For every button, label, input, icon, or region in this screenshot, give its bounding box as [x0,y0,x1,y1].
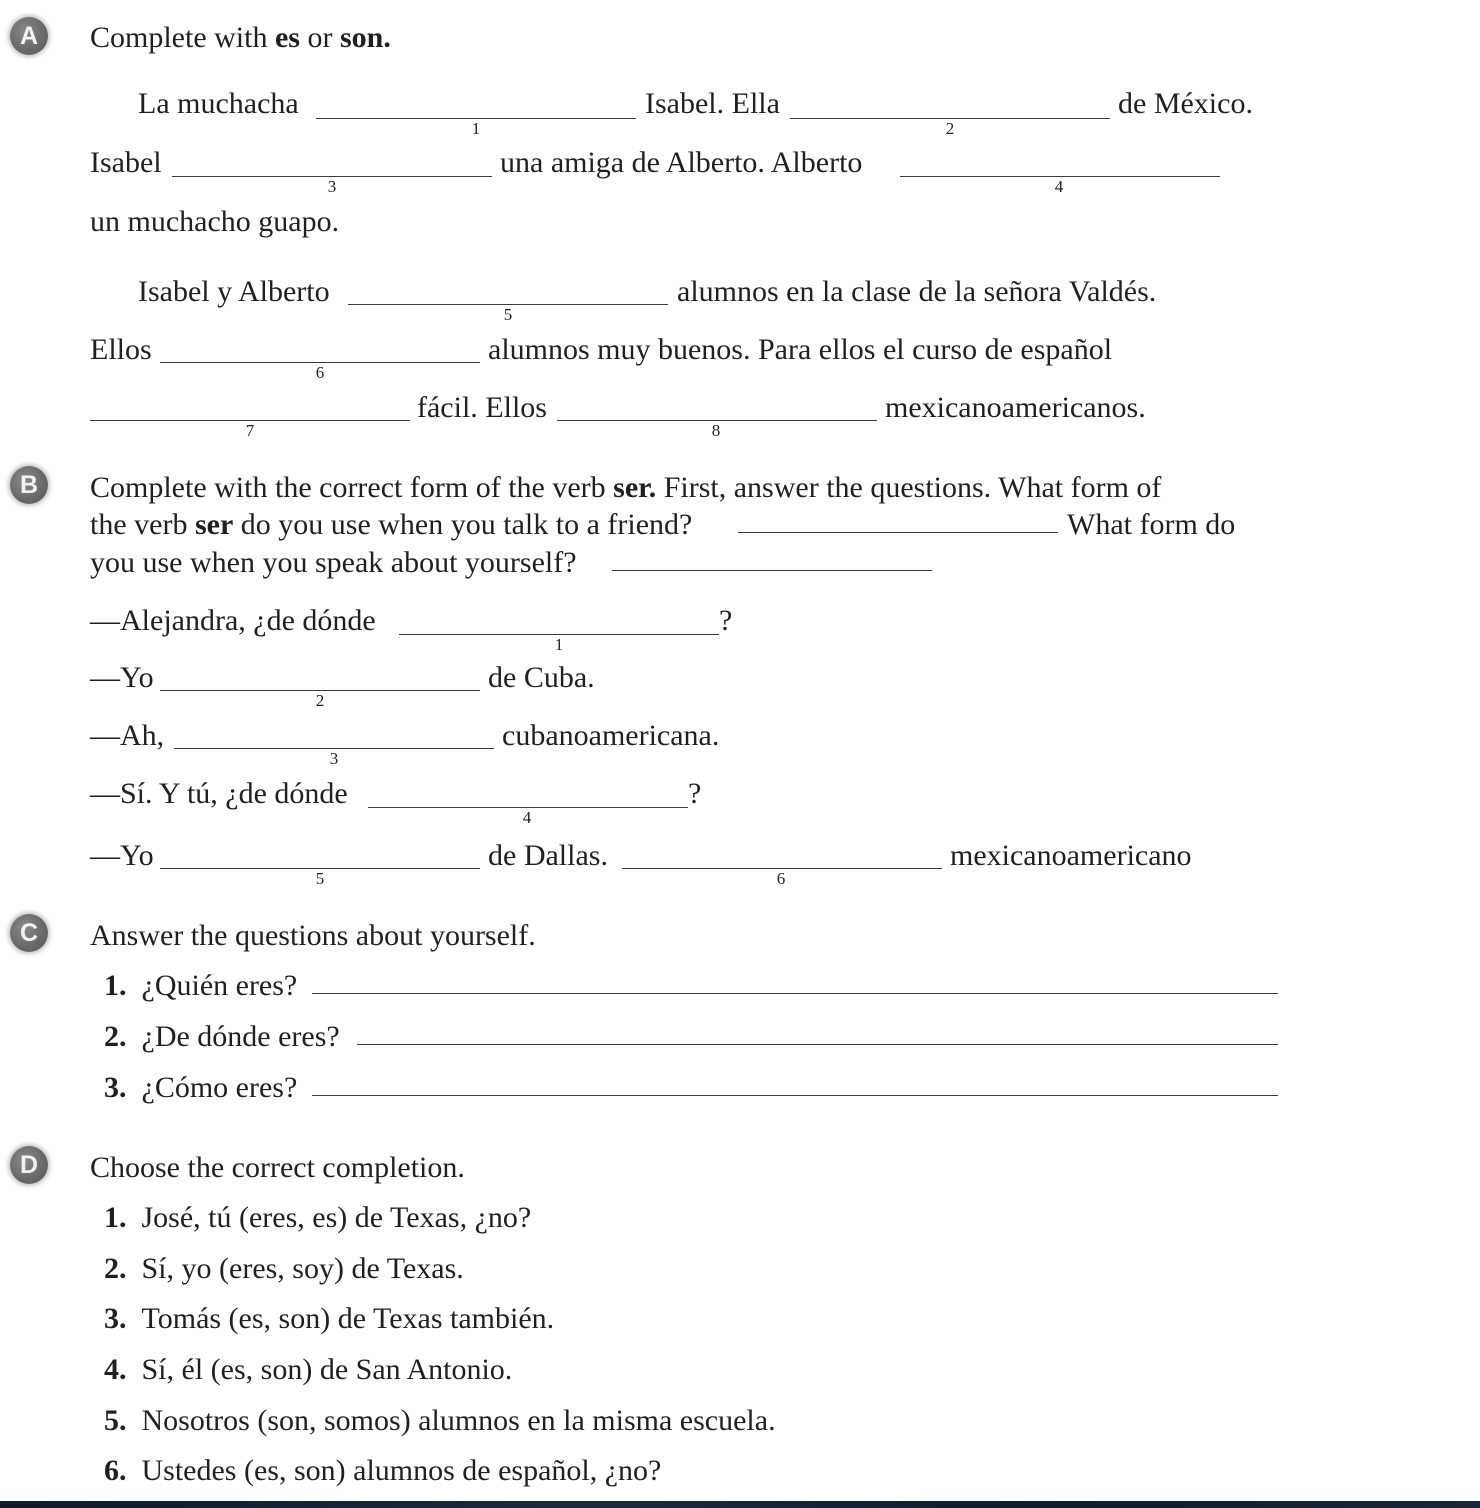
instruction-text: do you use when you talk to a friend? [233,508,693,541]
answer-line-3[interactable] [312,1095,1278,1096]
sentence-text: fácil. Ellos [417,391,547,424]
blank-friend-form[interactable] [738,532,1058,533]
choice-item [104,1251,464,1287]
item-number: 4. [104,1353,127,1386]
dialog-text: de Cuba. [488,661,595,694]
answer-line-1[interactable] [312,993,1278,994]
blank-number: 2 [315,691,325,710]
section-a-instruction [90,20,391,56]
instruction-bold-ser: ser [194,508,234,541]
item-number: 2. [104,1020,127,1053]
blank-number: 5 [503,305,513,324]
choice-item [104,1200,531,1236]
item-number: 3. [104,1071,127,1104]
dialog-text: ? [688,777,702,810]
section-c-badge: C [10,914,48,952]
blank-number: 7 [245,421,255,440]
choice-text: Sí, él (es, son) de San Antonio. [141,1353,513,1386]
sentence-text: Isabel y Alberto [138,275,330,308]
sentence-text: alumnos en la clase de la señora Valdés. [677,275,1157,308]
instruction-text: First, answer the questions. What form of [656,471,1162,504]
sentence-text: La muchacha [138,87,299,120]
instruction-text: What form do [1067,508,1236,541]
dialog-text: cubanoamericana. [502,719,720,752]
item-number: 1. [104,969,127,1002]
instruction-bold-son: son. [339,21,391,54]
section-d-instruction: Choose the correct completion. [90,1151,465,1184]
blank-number: 6 [315,363,325,382]
blank-number: 6 [776,869,786,888]
instruction-text: you use when you speak about yourself? [90,546,577,579]
choice-item [104,1352,512,1388]
blank-number: 4 [522,808,532,827]
blank-number: 8 [711,421,721,440]
instruction-bold-ser: ser. [613,471,657,504]
instruction-bold-es: es [274,21,300,54]
choice-item [104,1403,776,1439]
instruction-text: the verb [90,508,195,541]
question-item [104,968,297,1004]
section-c-instruction: Answer the questions about yourself. [90,919,536,952]
dialog-text: mexicanoamericano [950,839,1192,872]
dialog-text: de Dallas. [488,839,608,872]
dialog-text: —Yo [90,839,154,872]
choice-item [104,1301,554,1337]
dialog-text: —Yo [90,661,154,694]
blank-number: 3 [327,177,337,196]
choice-text: Sí, yo (eres, soy) de Texas. [141,1252,464,1285]
dialog-text: —Alejandra, ¿de dónde [90,604,376,637]
question-text: ¿De dónde eres? [141,1020,340,1053]
choice-text: Tomás (es, son) de Texas también. [141,1302,555,1335]
blank-self-form[interactable] [612,570,932,571]
sentence-text: de México. [1118,87,1253,120]
sentence-text: un muchacho guapo. [90,205,340,238]
instruction-text: Complete with the correct form of the verb [90,471,614,504]
dialog-text: —Sí. Y tú, ¿de dónde [90,777,348,810]
question-text: ¿Quién eres? [141,969,298,1002]
sentence-text: Isabel. Ella [645,87,780,120]
question-text: ¿Cómo eres? [141,1071,298,1104]
section-d-badge: D [10,1146,48,1184]
choice-text: Nosotros (son, somos) alumnos en la misma escuela. [141,1404,776,1437]
blank-number: 3 [329,749,339,768]
sentence-text: Ellos [90,333,152,366]
sentence-text: alumnos muy buenos. Para ellos el curso de español [488,333,1113,366]
sentence-text: Isabel [90,146,162,179]
instruction-text: or [299,21,340,54]
dialog-text: —Ah, [90,719,165,752]
item-number: 1. [104,1201,127,1234]
sentence-text: mexicanoamericanos. [885,391,1146,424]
item-number: 3. [104,1302,127,1335]
item-number: 2. [104,1252,127,1285]
question-item [104,1019,340,1055]
choice-text: Ustedes (es, son) alumnos de español, ¿no? [141,1454,662,1487]
answer-line-2[interactable] [357,1044,1278,1045]
section-a-badge: A [10,17,48,55]
item-number: 6. [104,1454,127,1487]
blank-number: 2 [945,119,955,138]
blank-number: 4 [1054,177,1064,196]
bottom-background-band [0,1501,1480,1508]
question-item [104,1070,297,1106]
blank-number: 1 [554,635,564,654]
sentence-text: una amiga de Alberto. Alberto [500,146,863,179]
section-b-badge: B [10,466,48,504]
instruction-text: Complete with [90,21,275,54]
choice-text: José, tú (eres, es) de Texas, ¿no? [141,1201,532,1234]
section-b-instruction-line2 [90,507,692,543]
item-number: 5. [104,1404,127,1437]
blank-number: 1 [471,119,481,138]
choice-item [104,1453,661,1489]
blank-number: 5 [315,869,325,888]
section-b-instruction-line1 [90,470,1161,506]
dialog-text: ? [719,604,733,637]
